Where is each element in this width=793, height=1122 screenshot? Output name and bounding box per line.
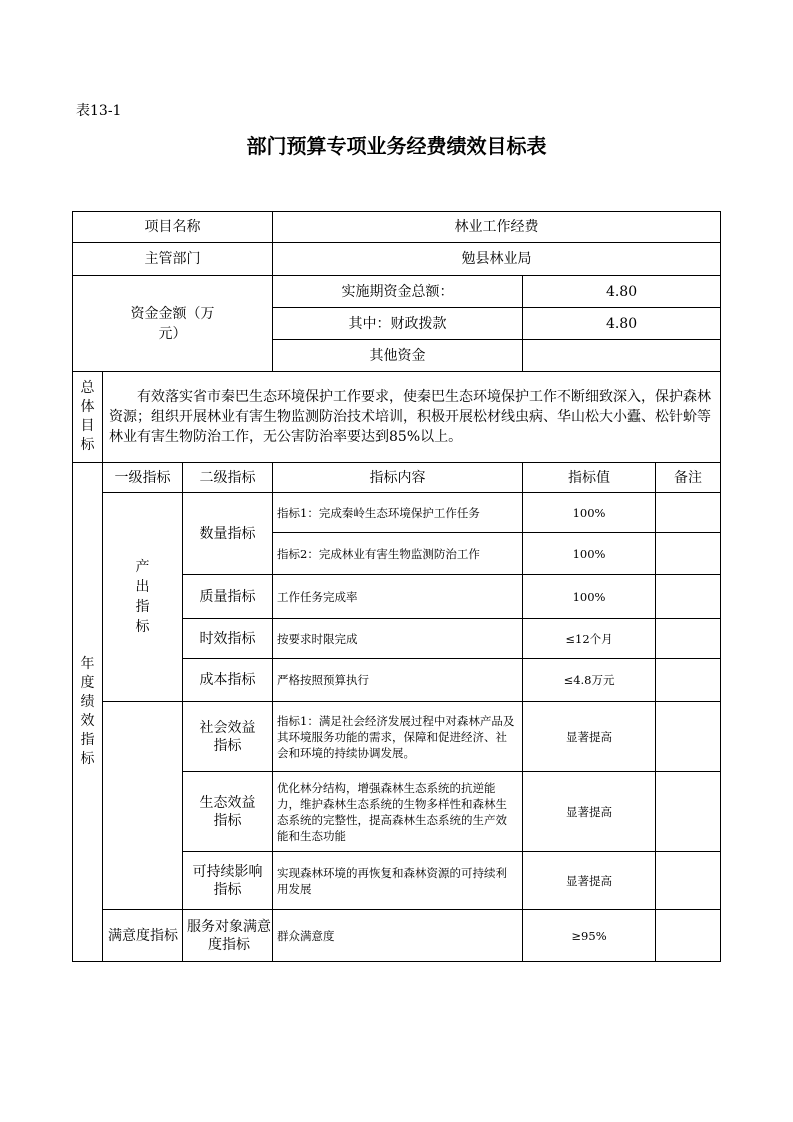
- fund-total-value: 4.80: [523, 276, 721, 308]
- level2-cell: 质量指标: [183, 575, 273, 619]
- level2-cell: 成本指标: [183, 659, 273, 702]
- note-cell: [656, 493, 721, 533]
- output-indicator-label-text: 产出指标: [135, 559, 150, 635]
- table-row: [73, 372, 721, 463]
- performance-table: [72, 211, 721, 962]
- fund-fiscal-value: 4.80: [523, 308, 721, 340]
- fund-other-value: [523, 340, 721, 372]
- output-indicator-label: [103, 493, 183, 702]
- level2-text: 生态效益指标: [199, 794, 256, 829]
- note-cell: [656, 659, 721, 702]
- value-cell: ≤4.8万元: [523, 659, 656, 702]
- goal-label: [73, 372, 103, 463]
- note-cell: [656, 910, 721, 962]
- level2-cell: [183, 910, 273, 962]
- dept-label: 主管部门: [73, 243, 273, 276]
- level2-text: 社会效益指标: [199, 719, 256, 754]
- fund-label: [73, 276, 273, 372]
- level2-cell: 时效指标: [183, 619, 273, 659]
- value-cell: 显著提高: [523, 702, 656, 772]
- table-row: [73, 212, 721, 243]
- header-value: 指标值: [523, 463, 656, 493]
- fund-other-label: 其他资金: [273, 340, 523, 372]
- content-cell: 严格按照预算执行: [273, 659, 523, 702]
- project-name-value: 林业工作经费: [273, 212, 721, 243]
- header-note: 备注: [656, 463, 721, 493]
- note-cell: [656, 533, 721, 575]
- annual-indicator-label: [73, 463, 103, 962]
- level2-cell: [183, 772, 273, 852]
- goal-text-content: 有效落实省市秦巴生态环境保护工作要求，使秦巴生态环境保护工作不断细致深入，保护森林资源；组织开展林业有害生物监测防治技术培训，积极开展松材线虫病、华山松大小蠹、松针蚧等林业有害生物防治工作，无公害防治率要达到85%以上。: [109, 389, 711, 445]
- content-cell: 按要求时限完成: [273, 619, 523, 659]
- note-cell: [656, 575, 721, 619]
- page-title: 部门预算专项业务经费绩效目标表: [246, 134, 547, 158]
- fund-total-label: 实施期资金总额：: [273, 276, 523, 308]
- value-cell: ≤12个月: [523, 619, 656, 659]
- content-cell: 指标1：完成秦岭生态环境保护工作任务: [273, 493, 523, 533]
- table-row: [73, 910, 721, 962]
- value-cell: 显著提高: [523, 852, 656, 910]
- content-cell: 实现森林环境的再恢复和森林资源的可持续利用发展: [273, 852, 523, 910]
- satisfaction-label-text: 满意度指标: [108, 927, 178, 944]
- value-cell: 显著提高: [523, 772, 656, 852]
- table-number: 表13-1: [76, 103, 122, 119]
- content-cell: 群众满意度: [273, 910, 523, 962]
- note-cell: [656, 852, 721, 910]
- note-cell: [656, 772, 721, 852]
- value-cell: 100%: [523, 493, 656, 533]
- value-cell: 100%: [523, 575, 656, 619]
- content-cell: 优化林分结构，增强森林生态系统的抗逆能力，维护森林生态系统的生物多样性和森林生态系统的完整性，提高森林生态系统的生产效能和生态功能: [273, 772, 523, 852]
- level2-text: 服务对象满意度指标: [187, 918, 271, 953]
- table-row: [73, 702, 721, 772]
- header-level1: 一级指标: [103, 463, 183, 493]
- header-level2: 二级指标: [183, 463, 273, 493]
- table-row: [73, 243, 721, 276]
- dept-value: 勉县林业局: [273, 243, 721, 276]
- table-row: [73, 463, 721, 493]
- annual-indicator-label-text: 年度绩效指标: [80, 656, 95, 767]
- effect-indicator-label: [103, 702, 183, 910]
- level2-cell: [183, 702, 273, 772]
- satisfaction-indicator-label: [103, 910, 183, 962]
- goal-text: [103, 372, 721, 463]
- table-row: [73, 493, 721, 533]
- fund-label-text: 资金金额（万元）: [130, 305, 215, 342]
- level2-cell: [183, 852, 273, 910]
- value-cell: 100%: [523, 533, 656, 575]
- goal-label-text: 总体目标: [80, 380, 95, 453]
- header-content: 指标内容: [273, 463, 523, 493]
- level2-text: 可持续影响指标: [192, 863, 263, 898]
- content-cell: 工作任务完成率: [273, 575, 523, 619]
- note-cell: [656, 619, 721, 659]
- content-cell: 指标2：完成林业有害生物监测防治工作: [273, 533, 523, 575]
- level2-cell: 数量指标: [183, 493, 273, 575]
- table-row: [73, 276, 721, 308]
- value-cell: ≥95%: [523, 910, 656, 962]
- note-cell: [656, 702, 721, 772]
- fund-fiscal-label: 其中：财政拨款: [273, 308, 523, 340]
- content-cell: 指标1：满足社会经济发展过程中对森林产品及其环境服务功能的需求，保障和促进经济、社会和环境的持续协调发展。: [273, 702, 523, 772]
- project-name-label: 项目名称: [73, 212, 273, 243]
